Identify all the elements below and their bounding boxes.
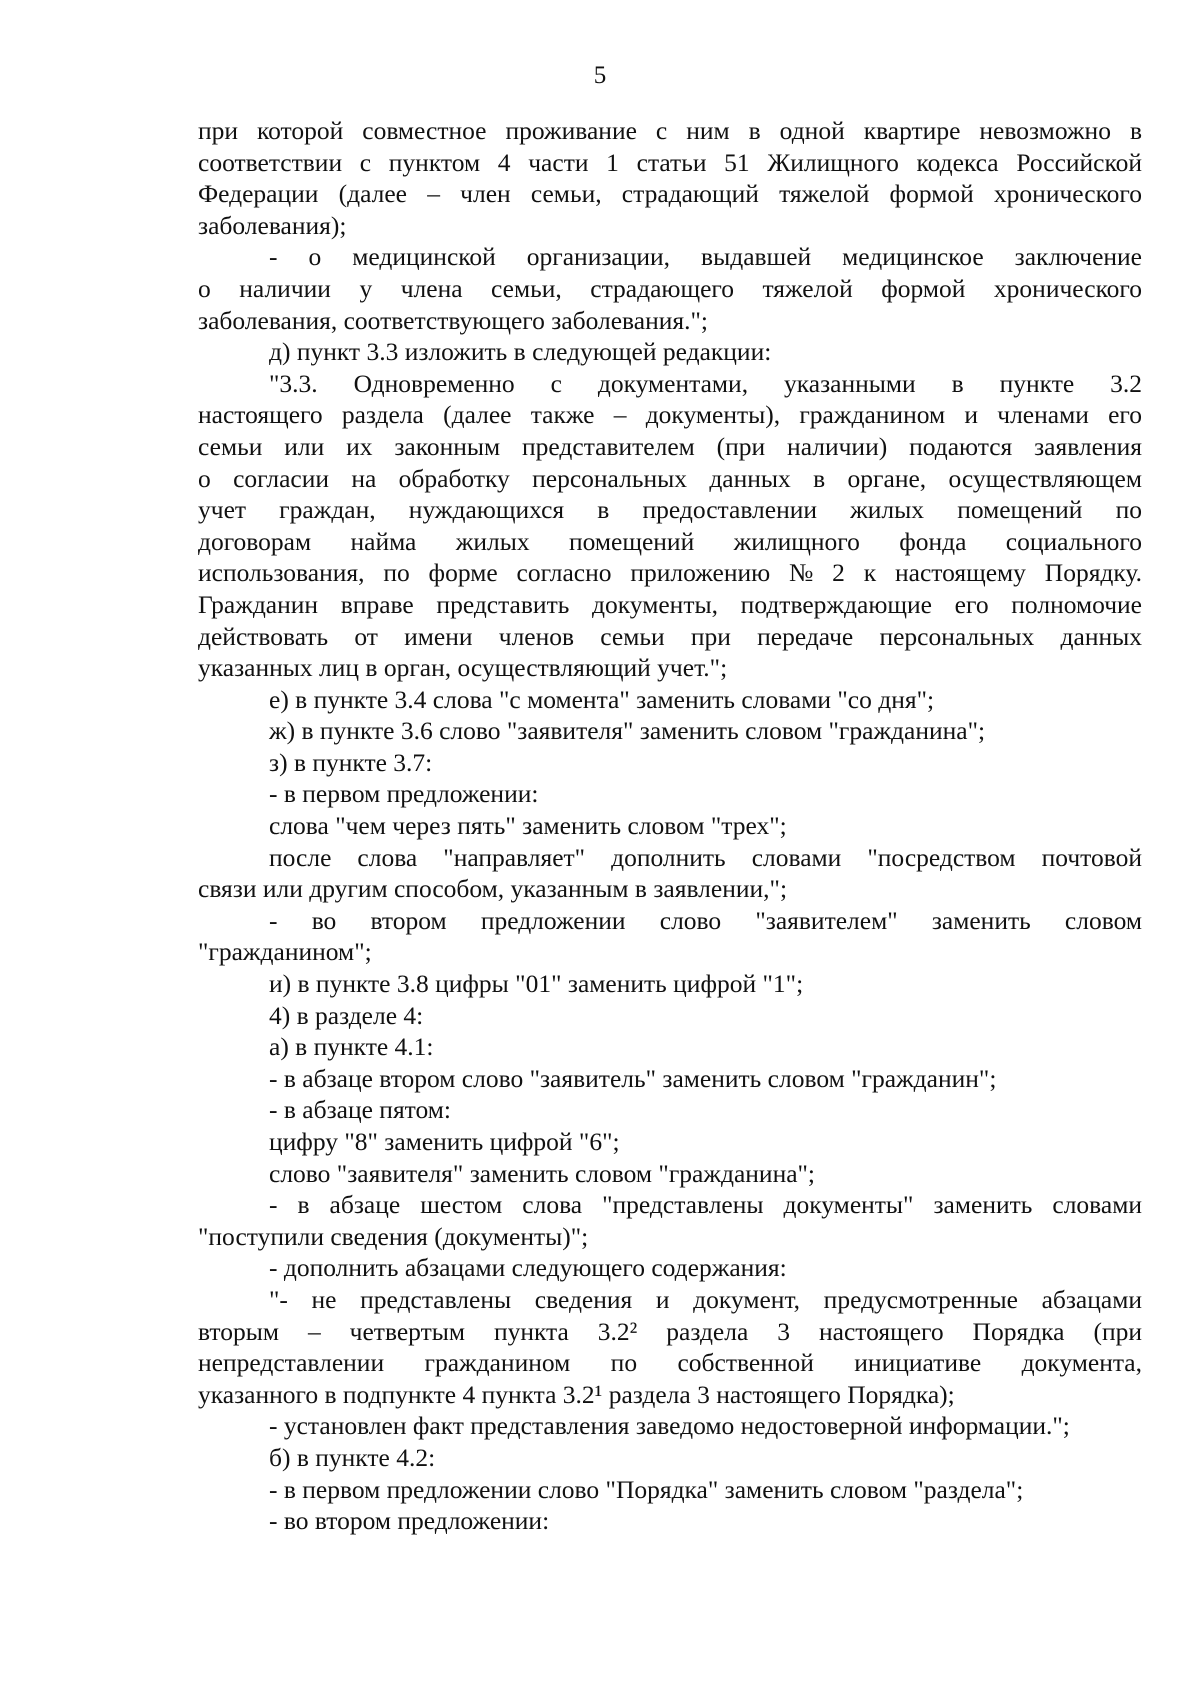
text-line: при которой совместное проживание с ним в одной квартире невозможно в [198,116,1142,145]
text-line: слова "чем через пять" заменить словом "трех"; [269,811,787,841]
text-line: 4) в разделе 4: [269,1000,424,1030]
text-line: д) пункт 3.3 изложить в следующей редакции: [269,337,772,367]
text-line: связи или другим способом, указанным в заявлении,"; [198,874,788,904]
text-line: е) в пункте 3.4 слова "с момента" заменить словами "со дня"; [269,684,935,714]
text-line: з) в пункте 3.7: [269,747,433,777]
text-line: после слова "направляет" дополнить словами "посредством почтовой [269,842,1142,872]
text-line: цифру "8" заменить цифрой "6"; [269,1127,620,1156]
page-number: 5 [593,62,607,89]
text-line: вторым – четвертым пункта 3.2² раздела 3 настоящего Порядка (при [198,1316,1142,1346]
text-line: а) в пункте 4.1: [269,1032,434,1062]
text-line: соответствии с пунктом 4 части 1 статьи 51 Жилищного кодекса Российской [198,147,1142,177]
text-line: и) в пункте 3.8 цифры "01" заменить цифрой "1"; [269,969,804,999]
text-line: учет граждан, нуждающихся в предоставлении жилых помещений по [198,495,1142,525]
text-line: - во втором предложении слово "заявителем" заменить словом [269,905,1142,935]
text-line: "гражданином"; [198,937,372,967]
text-line: заболевания, соответствующего заболевания."; [198,305,708,335]
text-line: ж) в пункте 3.6 слово "заявителя" заменить словом "гражданина"; [269,716,986,746]
text-line: - в первом предложении слово "Порядка" заменить словом "раздела"; [269,1474,1024,1504]
text-line: - дополнить абзацами следующего содержания: [269,1253,787,1283]
text-line: семьи или их законным представителем (при наличии) подаются заявления [198,431,1142,461]
text-line: - установлен факт представления заведомо недостоверной информации."; [269,1411,1070,1441]
text-line: указанных лиц в орган, осуществляющий учет."; [198,653,728,683]
text-line: действовать от имени членов семьи при передаче персональных данных [198,621,1142,651]
text-line: настоящего раздела (далее также – документы), гражданином и членами его [198,400,1142,430]
text-line: б) в пункте 4.2: [269,1442,436,1472]
text-line: использования, по форме согласно приложению № 2 к настоящему Порядку. [198,558,1142,588]
text-line: о наличии у члена семьи, страдающего тяжелой формой хронического [198,273,1142,303]
text-line: Гражданин вправе представить документы, подтверждающие его полномочие [198,589,1142,619]
text-line: "поступили сведения (документы)"; [198,1221,589,1251]
text-line: "3.3. Одновременно с документами, указанными в пункте 3.2 [269,368,1142,398]
text-line: указанного в подпункте 4 пункта 3.2¹ раздела 3 настоящего Порядка); [198,1379,955,1409]
text-line: - в абзаце пятом: [269,1095,451,1125]
text-line: заболевания); [198,210,347,240]
text-line: - в первом предложении: [269,779,539,809]
text-line: договорам найма жилых помещений жилищного фонда социального [198,526,1142,556]
text-line: Федерации (далее – член семьи, страдающий тяжелой формой хронического [198,179,1142,209]
text-line: слово "заявителя" заменить словом "гражданина"; [269,1158,816,1188]
text-line: непредставлении гражданином по собственной инициативе документа, [198,1348,1142,1378]
text-line: о согласии на обработку персональных данных в органе, осуществляющем [198,463,1142,493]
text-line: "- не представлены сведения и документ, предусмотренные абзацами [269,1284,1142,1314]
text-line: - в абзаце втором слово "заявитель" заменить словом "гражданин"; [269,1063,997,1093]
text-line: - в абзаце шестом слова "представлены документы" заменить словами [269,1190,1142,1220]
document-body [198,115,1142,1537]
text-line: - о медицинской организации, выдавшей медицинское заключение [269,242,1142,272]
text-line: - во втором предложении: [269,1506,550,1536]
